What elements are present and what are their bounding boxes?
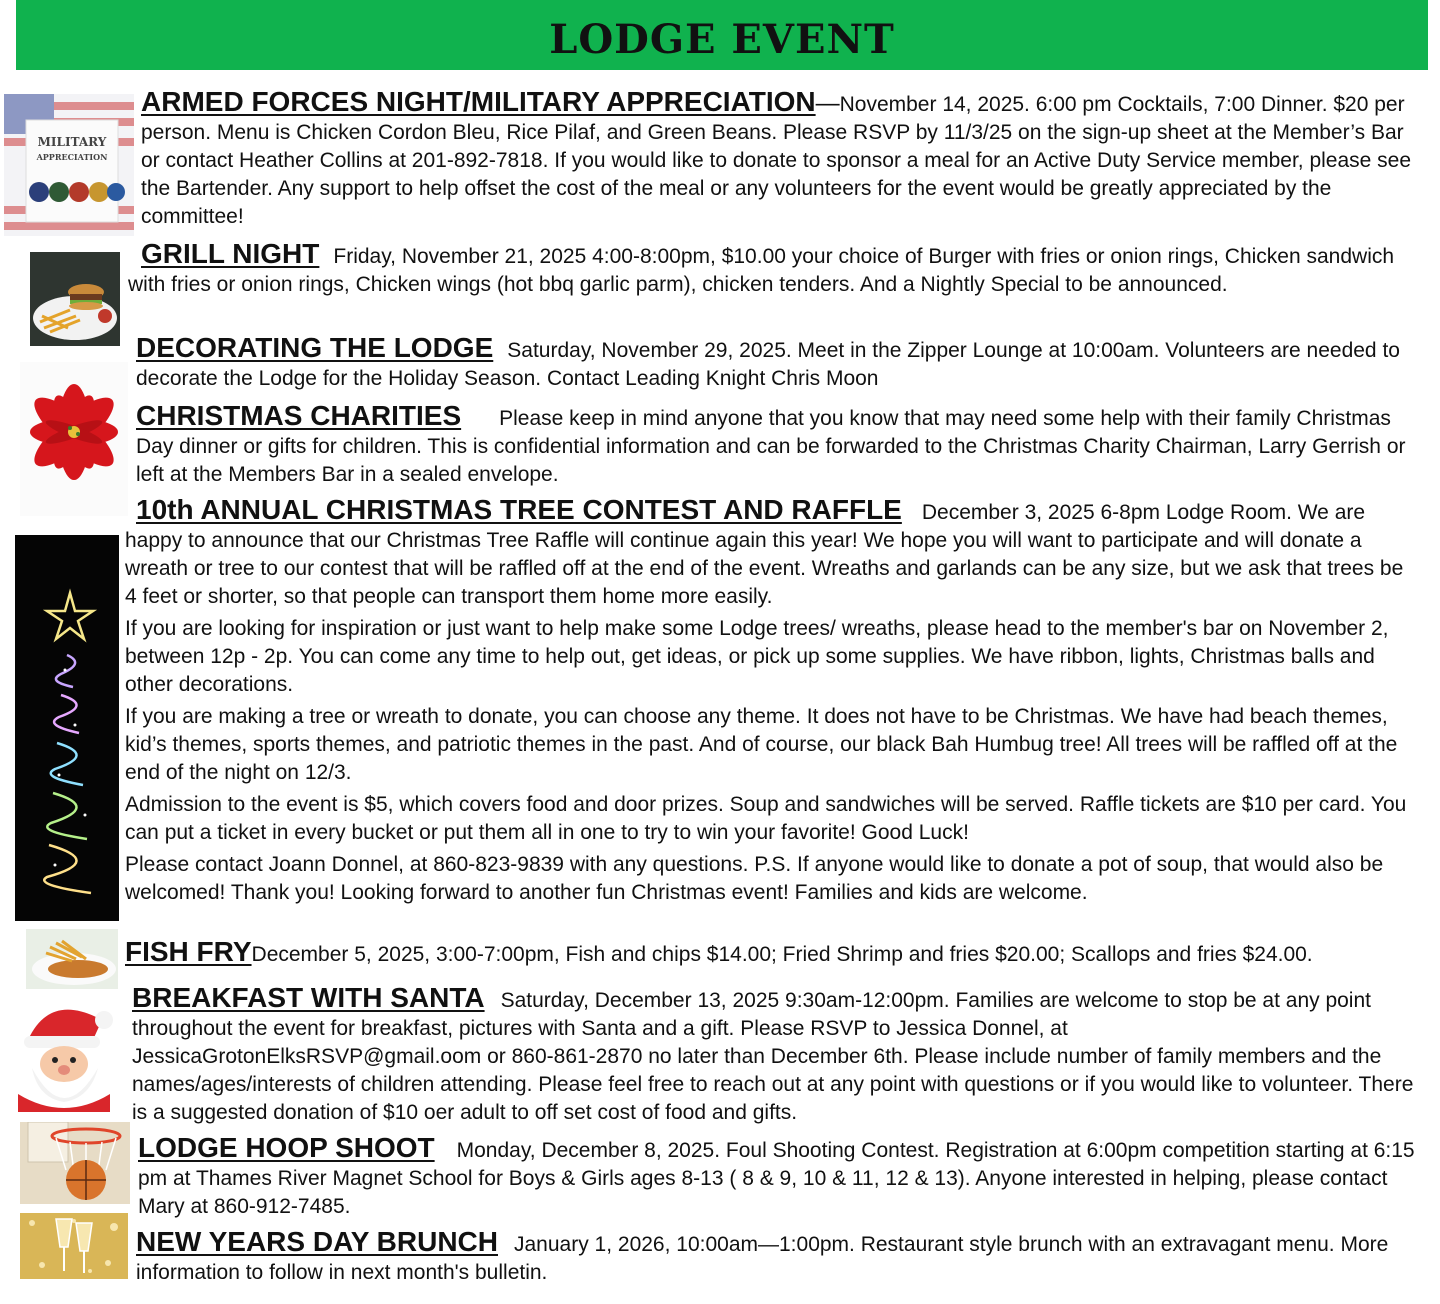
event-paragraph: Admission to the event is $5, which covers food and door prizes. Soup and sandwiches will be served. Raffle tickets are $10 per card. You can put a ticket in every bucket or put them all in one to try to win your favorite! Good Luck!: [125, 793, 1407, 844]
event-title: CHRISTMAS CHARITIES: [136, 400, 462, 431]
image-label: MILITARY: [37, 135, 107, 149]
fish-and-chips-icon: [26, 929, 118, 989]
event-title: DECORATING THE LODGE: [136, 332, 494, 363]
page-title: LODGE EVENT: [549, 15, 895, 63]
event-breakfast-with-santa: [132, 984, 1416, 1127]
santa-icon: [10, 998, 118, 1112]
event-paragraph: If you are looking for inspiration or just want to help make some Lodge trees/ wreaths, please head to the member's bar on November 2, between 12p - 2p. You can come any time to help out, get ideas, or pick up some supplies. We have ribbon, lights, Christmas balls and other decorations.: [125, 617, 1389, 696]
military-appreciation-icon: [4, 94, 134, 236]
event-title: ARMED FORCES NIGHT/MILITARY APPRECIATION: [141, 86, 816, 117]
burger-plate-icon: [30, 252, 120, 346]
event-title: NEW YEARS DAY BRUNCH: [136, 1226, 498, 1257]
event-details: January 1, 2026, 10:00am—1:00pm. Restaurant style brunch with an extravagant menu. More information to follow in next month's bulletin.: [136, 1233, 1389, 1284]
basketball-hoop-icon: [20, 1122, 130, 1204]
event-decorating-lodge: [136, 334, 1416, 393]
event-details: December 5, 2025, 3:00-7:00pm, Fish and chips $14.00; Fried Shrimp and fries $20.00; Scallops and fries $24.00.: [251, 943, 1313, 966]
event-title: LODGE HOOP SHOOT: [138, 1132, 435, 1163]
event-details: Saturday, November 29, 2025. Meet in the Zipper Lounge at 10:00am. Volunteers are needed to decorate the Lodge for the Holiday Season. Contact Leading Knight Chris Moon: [136, 339, 1400, 390]
event-armed-forces: ARMED FORCES NIGHT/MILITARY APPRECIATION—November 14, 2025. 6:00 pm Cocktails, 7:00 Dinner. $20 per person. Menu is Chicken Cordon Bleu, Rice Pilaf, and Green Beans. Please RSVP by 11/3/25 on the sign-up sheet at the Member’s Bar or contact Heather Collins at 201-892-7818. If you would like to donate to sponsor a meal for an Active Duty Service member, please see the Bartender. Any support to help offset the cost of the meal or any volunteers for the event would be greatly appreciated by the committee!: [141, 86, 1412, 228]
event-details: November 14, 2025. 6:00 pm Cocktails, 7:00 Dinner. $20 per person. Menu is Chicken Cordon Bleu, Rice Pilaf, and Green Beans. Please RSVP by 11/3/25 on the sign-up sheet at the Member’s Bar or contact Heather Collins at 201-892-7818. If you would like to donate to sponsor a meal for an Active Duty Service member, please see the Bartender. Any support to help offset the cost of the meal or any volunteers for the event would be greatly appreciated by the committee!: [141, 93, 1412, 228]
event-paragraph: If you are making a tree or wreath to donate, you can choose any theme. It does not have to be Christmas. We have had beach themes, kid’s themes, sports themes, and patriotic themes in the past. And of course, our black Bah Humbug tree! All trees will be raffled off at the end of the night on 12/3.: [125, 705, 1398, 784]
event-lodge-hoop-shoot: [138, 1134, 1418, 1221]
event-christmas-charities: [136, 402, 1416, 489]
event-fish-fry: [125, 938, 1417, 969]
event-new-years-brunch: [136, 1228, 1416, 1287]
svg-text:APPRECIATION: APPRECIATION: [36, 152, 108, 162]
event-title: GRILL NIGHT: [141, 238, 320, 269]
event-paragraph: Please contact Joann Donnel, at 860-823-9839 with any questions. P.S. If anyone would like to donate a pot of soup, that would also be welcomed! Thank you! Looking forward to another fun Christmas event! Families and kids are welcome.: [125, 853, 1384, 904]
event-title: 10th ANNUAL CHRISTMAS TREE CONTEST AND RAFFLE: [136, 494, 902, 525]
event-details: Please keep in mind anyone that you know that may need some help with their family Christmas Day dinner or gifts for children. This is confidential information and can be forwarded to the Christmas Charity Chairman, Larry Gerrish or left at the Members Bar in a sealed envelope.: [136, 407, 1406, 486]
event-grill-night: [128, 240, 1418, 299]
event-title: FISH FRY: [125, 936, 252, 967]
champagne-glasses-icon: [20, 1213, 128, 1279]
event-details: Saturday, December 13, 2025 9:30am-12:00pm. Families are welcome to stop be at any point throughout the event for breakfast, pictures with Santa and a gift. Please RSVP to Jessica Donnel, at JessicaGrotonElksRSVP@gmail.oom or 860-861-2870 no later than December 6th. Please include number of family members and the names/ages/interests of children attending. Please feel free to reach out at any point with questions or if you would like to volunteer. There is a suggested donation of $10 oer adult to off set cost of food and gifts.: [132, 989, 1414, 1124]
event-details: Monday, December 8, 2025. Foul Shooting Contest. Registration at 6:00pm competition starting at 6:15 pm at Thames River Magnet School for Boys & Girls ages 8-13 ( 8 & 9, 10 & 11, 12 & 13). Anyone interested in helping, please contact Mary at 860-912-7485.: [138, 1139, 1415, 1218]
header-banner: [16, 0, 1428, 70]
event-christmas-tree-contest: [125, 496, 1417, 907]
poinsettia-icon: [20, 362, 128, 516]
event-title: BREAKFAST WITH SANTA: [132, 982, 485, 1013]
event-details: Friday, November 21, 2025 4:00-8:00pm, $10.00 your choice of Burger with fries or onion rings, Chicken sandwich with fries or onion rings, Chicken wings (hot bbq garlic parm), chicken tenders. And a Nightly Special to be announced.: [128, 245, 1395, 296]
sparkler-tree-icon: [15, 535, 119, 921]
event-details: December 3, 2025 6-8pm Lodge Room. We are happy to announce that our Christmas Tree Raffle will continue again this year! We hope you will want to participate and will donate a wreath or tree to our contest that will be raffled off at the end of the event. Wreaths and garlands can be any size, but we ask that trees be 4 feet or shorter, so that people can transport them home more easily.: [125, 501, 1404, 608]
